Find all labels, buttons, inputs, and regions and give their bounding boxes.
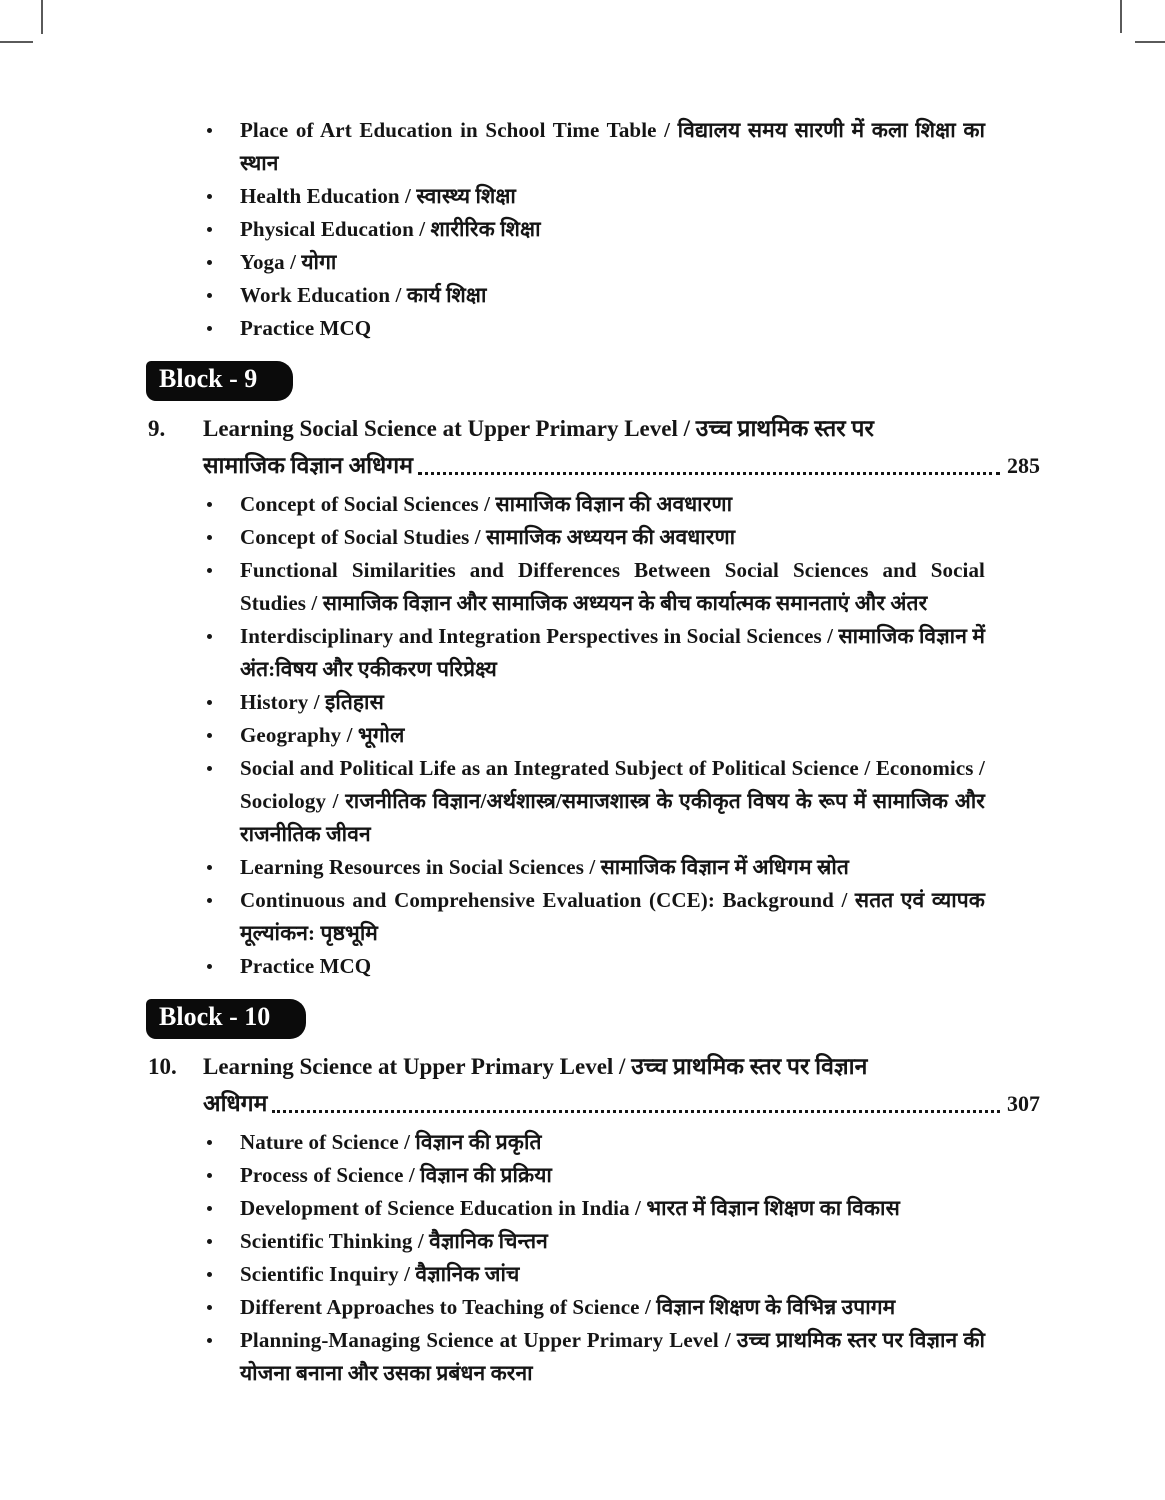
bullet-dot-icon <box>207 686 240 719</box>
bullet-text: History / इतिहास <box>240 690 384 714</box>
bullet-text: Concept of Social Studies / सामाजिक अध्ययन की अवधारणा <box>240 525 736 549</box>
toc-bullet-item <box>207 620 985 686</box>
toc-bullet-item <box>207 752 985 851</box>
chapter-title-line2-row <box>203 1085 1040 1122</box>
bullet-text: Yoga / योगा <box>240 250 337 274</box>
bullet-dot-icon <box>207 246 240 279</box>
block-badge-label: Block - 10 <box>159 1002 271 1031</box>
bullet-text: Learning Resources in Social Sciences / सामाजिक विज्ञान में अधिगम स्रोत <box>240 855 850 879</box>
toc-bullet-item <box>207 686 985 719</box>
block-bullet-list <box>207 488 985 983</box>
toc-block-section <box>148 983 1040 1390</box>
toc-bullet-item <box>207 719 985 752</box>
toc-bullet-item <box>207 1192 985 1225</box>
block-badge-label: Block - 9 <box>159 364 258 393</box>
bullet-dot-icon <box>207 312 240 345</box>
chapter-entry <box>148 1048 1040 1122</box>
toc-bullet-item <box>207 1159 985 1192</box>
bullet-dot-icon <box>207 719 240 752</box>
bullet-text: Functional Similarities and Differences Between Social Sciences and Social Studies / सामाजिक विज्ञान और सामाजिक अध्ययन के बीच कार्यात्मक समानताएं और अंतर <box>240 558 985 615</box>
chapter-title-line2: सामाजिक विज्ञान अधिगम <box>203 453 413 478</box>
dotted-leader <box>272 1110 1000 1113</box>
toc-bullet-item <box>207 521 985 554</box>
toc-bullet-item <box>207 950 985 983</box>
block-list <box>148 345 1040 1390</box>
bullet-dot-icon <box>207 1159 240 1192</box>
bullet-dot-icon <box>207 1225 240 1258</box>
bullet-text: Geography / भूगोल <box>240 723 405 747</box>
chapter-title-line1: Learning Science at Upper Primary Level / उच्च प्राथमिक स्तर पर विज्ञान <box>203 1054 868 1079</box>
bullet-text: Nature of Science / विज्ञान की प्रकृति <box>240 1130 542 1154</box>
page-number: 307 <box>1007 1091 1040 1116</box>
bullet-dot-icon <box>207 279 240 312</box>
toc-bullet-item <box>207 851 985 884</box>
bullet-text: Health Education / स्वास्थ्य शिक्षा <box>240 184 516 208</box>
bullet-dot-icon <box>207 1291 240 1324</box>
bullet-dot-icon <box>207 1192 240 1225</box>
bullet-text: Place of Art Education in School Time Table / विद्यालय समय सारणी में कला शिक्षा का स्थान <box>240 118 985 175</box>
bullet-dot-icon <box>207 620 240 686</box>
bullet-text: Planning-Managing Science at Upper Primary Level / उच्च प्राथमिक स्तर पर विज्ञान की योजना बनाना और उसका प्रबंधन करना <box>240 1328 985 1385</box>
toc-bullet-item <box>207 884 985 950</box>
intro-bullet-list <box>207 114 985 345</box>
chapter-entry <box>148 410 1040 484</box>
chapter-title-line2: अधिगम <box>203 1091 268 1116</box>
bullet-text: Practice MCQ <box>240 954 372 978</box>
bullet-text: Scientific Inquiry / वैज्ञानिक जांच <box>240 1262 520 1286</box>
chapter-title <box>203 410 1040 484</box>
toc-content <box>148 114 1040 1390</box>
toc-bullet-item <box>207 1126 985 1159</box>
chapter-title-line2-row <box>203 447 1040 484</box>
bullet-dot-icon <box>207 884 240 950</box>
bullet-dot-icon <box>207 1258 240 1291</box>
bullet-text: Different Approaches to Teaching of Science / विज्ञान शिक्षण के विभिन्न उपागम <box>240 1295 896 1319</box>
bullet-dot-icon <box>207 521 240 554</box>
toc-bullet-item <box>207 1324 985 1390</box>
block-badge <box>146 361 293 401</box>
toc-bullet-item <box>207 213 985 246</box>
bullet-text: Scientific Thinking / वैज्ञानिक चिन्तन <box>240 1229 548 1253</box>
toc-bullet-item <box>207 1258 985 1291</box>
bullet-text: Concept of Social Sciences / सामाजिक विज्ञान की अवधारणा <box>240 492 733 516</box>
toc-bullet-item <box>207 246 985 279</box>
toc-bullet-item <box>207 180 985 213</box>
bullet-dot-icon <box>207 213 240 246</box>
bullet-text: Process of Science / विज्ञान की प्रक्रिया <box>240 1163 552 1187</box>
bullet-text: Interdisciplinary and Integration Perspectives in Social Sciences / सामाजिक विज्ञान में अंत:विषय और एकीकरण परिप्रेक्ष्य <box>240 624 985 681</box>
toc-bullet-item <box>207 554 985 620</box>
chapter-number: 9. <box>148 416 166 441</box>
bullet-dot-icon <box>207 488 240 521</box>
bullet-dot-icon <box>207 114 240 180</box>
bullet-dot-icon <box>207 1324 240 1390</box>
bullet-text: Social and Political Life as an Integrated Subject of Political Science / Economics / Sociology / राजनीतिक विज्ञान/अर्थशास्त्र/समाजशास्त्र के एकीकृत विषय के रूप में सामाजिक और राजनीतिक जीवन <box>240 756 985 846</box>
toc-block-section <box>148 345 1040 983</box>
toc-bullet-item <box>207 1225 985 1258</box>
bullet-dot-icon <box>207 180 240 213</box>
toc-bullet-item <box>207 279 985 312</box>
bullet-dot-icon <box>207 950 240 983</box>
bullet-dot-icon <box>207 1126 240 1159</box>
bullet-text: Work Education / कार्य शिक्षा <box>240 283 487 307</box>
dotted-leader <box>418 472 1000 475</box>
bullet-text: Practice MCQ <box>240 316 372 340</box>
bullet-dot-icon <box>207 851 240 884</box>
crop-mark-top-right-vertical <box>1120 0 1122 33</box>
toc-bullet-item <box>207 488 985 521</box>
chapter-number: 10. <box>148 1054 177 1079</box>
crop-mark-top-right-horizontal <box>1135 41 1165 43</box>
bullet-dot-icon <box>207 554 240 620</box>
crop-mark-top-left-vertical <box>41 0 43 34</box>
crop-mark-top-left-horizontal <box>0 41 33 43</box>
toc-bullet-item <box>207 114 985 180</box>
bullet-text: Continuous and Comprehensive Evaluation (CCE): Background / सतत एवं व्यापक मूल्यांकन: पृष्ठभूमि <box>240 888 985 945</box>
bullet-text: Development of Science Education in India / भारत में विज्ञान शिक्षण का विकास <box>240 1196 900 1220</box>
bullet-text: Physical Education / शारीरिक शिक्षा <box>240 217 541 241</box>
chapter-title-line1: Learning Social Science at Upper Primary Level / उच्च प्राथमिक स्तर पर <box>203 416 874 441</box>
page-number: 285 <box>1007 453 1040 478</box>
block-badge <box>146 999 306 1039</box>
toc-bullet-item <box>207 1291 985 1324</box>
block-bullet-list <box>207 1126 985 1390</box>
bullet-dot-icon <box>207 752 240 851</box>
chapter-title <box>203 1048 1040 1122</box>
toc-bullet-item <box>207 312 985 345</box>
